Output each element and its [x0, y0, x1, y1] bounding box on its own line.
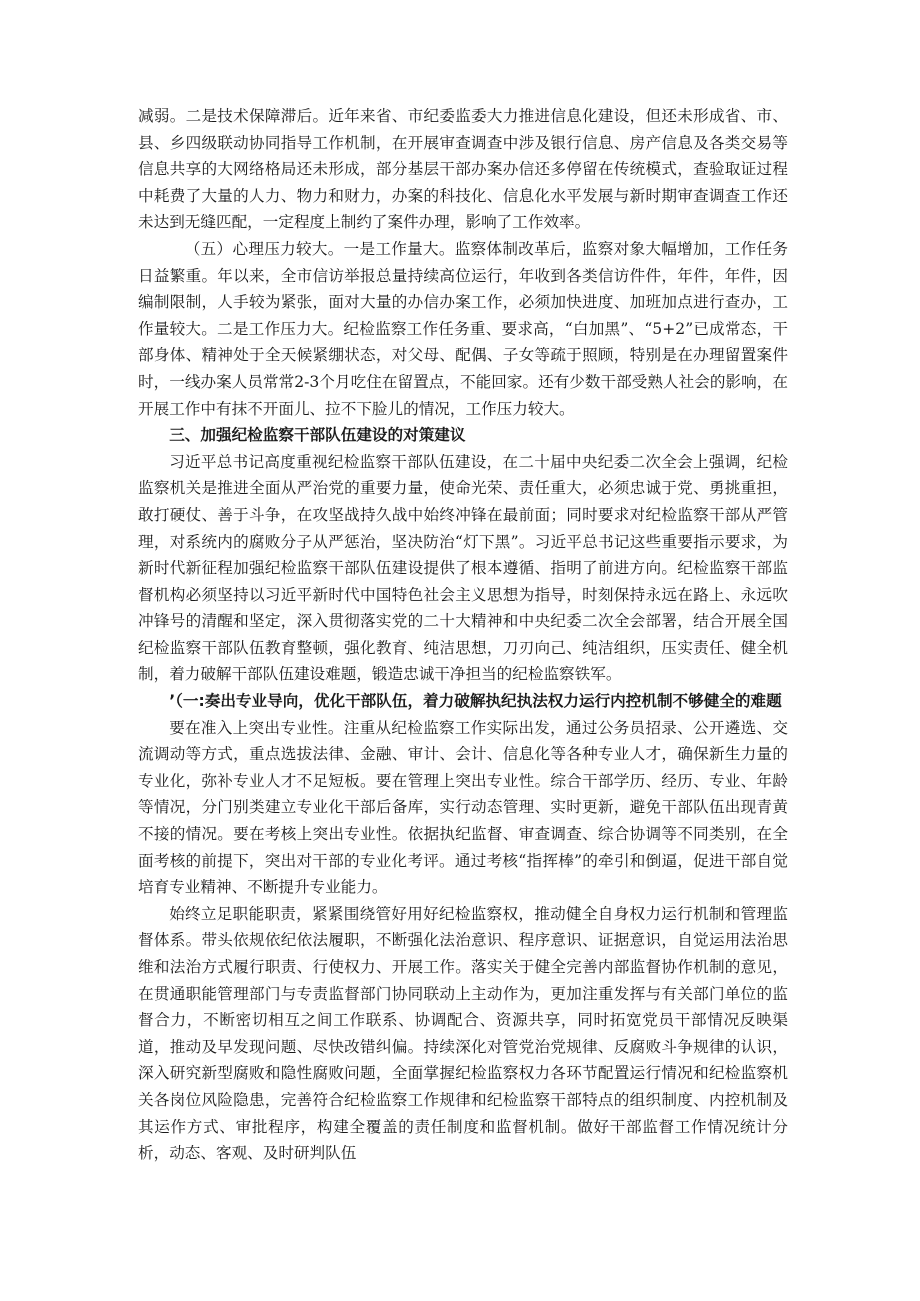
- paragraph-professionalism: 要在准入上突出专业性。注重从纪检监察工作实际出发，通过公务员招录、公开遴选、交流调动等方式，重点选拔法律、金融、审计、会计、信息化等各种专业人才，确保新生力量的专业化，弥补专业人才不足短板。要在管理上突出专业性。综合干部学历、经历、专业、年龄等情况，分门别类建立专业化干部后备库，实行动态管理、实时更新，避免干部队伍出现青黄不接的情况。要在考核上突出专业性。依据执纪监督、审查调查、综合协调等不同类别，在全面考核的前提下，突出对干部的专业化考评。通过考核“指挥棒”的牵引和倒逼，促进干部自觉培育专业精神、不断提升专业能力。: [138, 718, 788, 897]
- subsection-heading-one: ’（一:奏出专业导向，优化干部队伍，着力破解执纪执法权力运行内控机制不够健全的难题: [169, 692, 782, 711]
- paragraph-duties: 始终立足职能职责，紧紧围绕管好用好纪检监察权，推动健全自身权力运行机制和管理监督体系。带头依规依纪依法履职，不断强化法治意识、程序意识、证据意识，自觉运用法治思维和法治方式履行职责、行使权力、开展工作。落实关于健全完善内部监督协作机制的意见，在贯通职能管理部门与专责监督部门协同联动上主动作为，更加注重发挥与有关部门单位的监督合力，不断密切相互之间工作联系、协调配合、资源共享，同时拓宽党员干部情况反映渠道，推动及早发现问题、尽快改错纠偏。持续深化对管党治党规律、反腐败斗争规律的认识，深入研究新型腐败和隐性腐败问题，全面掌握纪检监察权力各环节配置运行情况和纪检监察机关各岗位风险隐患，完善符合纪检监察工作规律和纪检监察干部特点的组织制度、内控机制及其运作方式、审批程序，构建全覆盖的责任制度和监督机制。做好干部监督工作情况统计分析，动态、客观、及时研判队伍: [138, 904, 788, 1163]
- document-page: [138, 103, 788, 1167]
- paragraph-xi-instructions: 习近平总书记高度重视纪检监察干部队伍建设，在二十届中央纪委二次全会上强调，纪检监察机关是推进全面从严治党的重要力量，使命光荣、责任重大，必须忠诚于党、勇挑重担，敢打硬仗、善于斗争，在攻坚战持久战中始终冲锋在最前面；同时要求对纪检监察干部从严管理，对系统内的腐败分子从严惩治，坚决防治“灯下黑”。习近平总书记这些重要指示要求，为新时代新征程加强纪检监察干部队伍建设提供了根本遵循、指明了前进方向。纪检监察干部监督机构必须坚持以习近平新时代中国特色社会主义思想为指导，时刻保持永远在路上、永远吹冲锋号的清醒和坚定，深入贯彻落实党的二十大精神和中央纪委二次全会部署，结合开展全国纪检监察干部队伍教育整顿，强化教育、纯洁思想，刀刃向己、纯洁组织，压实责任、健全机制，着力破解干部队伍建设难题，锻造忠诚干净担当的纪检监察铁军。: [138, 452, 788, 684]
- section-heading-three: 三、加强纪检监察干部队伍建设的对策建议: [169, 426, 466, 445]
- paragraph-psychological-pressure: （五）心理压力较大。一是工作量大。监察体制改革后，监察对象大幅增加，工作任务日益繁重。年以来，全市信访举报总量持续高位运行，年收到各类信访件件，年件，年件，因编制限制，人手较为紧张，面对大量的办信办案工作，必须加快进度、加班加点进行查办，工作量较大。二是工作压力大。纪检监察工作任务重、要求高，“白加黑”、“5+2”已成常态，干部身体、精神处于全天候紧绷状态，对父母、配偶、子女等疏于照顾，特别是在办理留置案件时，一线办案人员常常2-3个月吃住在留置点，不能回家。还有少数干部受熟人社会的影响，在开展工作中有抹不开面儿、拉不下脸儿的情况，工作压力较大。: [138, 239, 788, 418]
- paragraph-tech-support: 减弱。二是技术保障滞后。近年来省、市纪委监委大力推进信息化建设，但还未形成省、市、县、乡四级联动协同指导工作机制，在开展审查调查中涉及银行信息、房产信息及各类交易等信息共享的大网络格局还未形成，部分基层干部办案办信还多停留在传统模式，查验取证过程中耗费了大量的人力、物力和财力，办案的科技化、信息化水平发展与新时期审查调查工作还未达到无缝匹配，一定程度上制约了案件办理，影响了工作效率。: [138, 107, 788, 232]
